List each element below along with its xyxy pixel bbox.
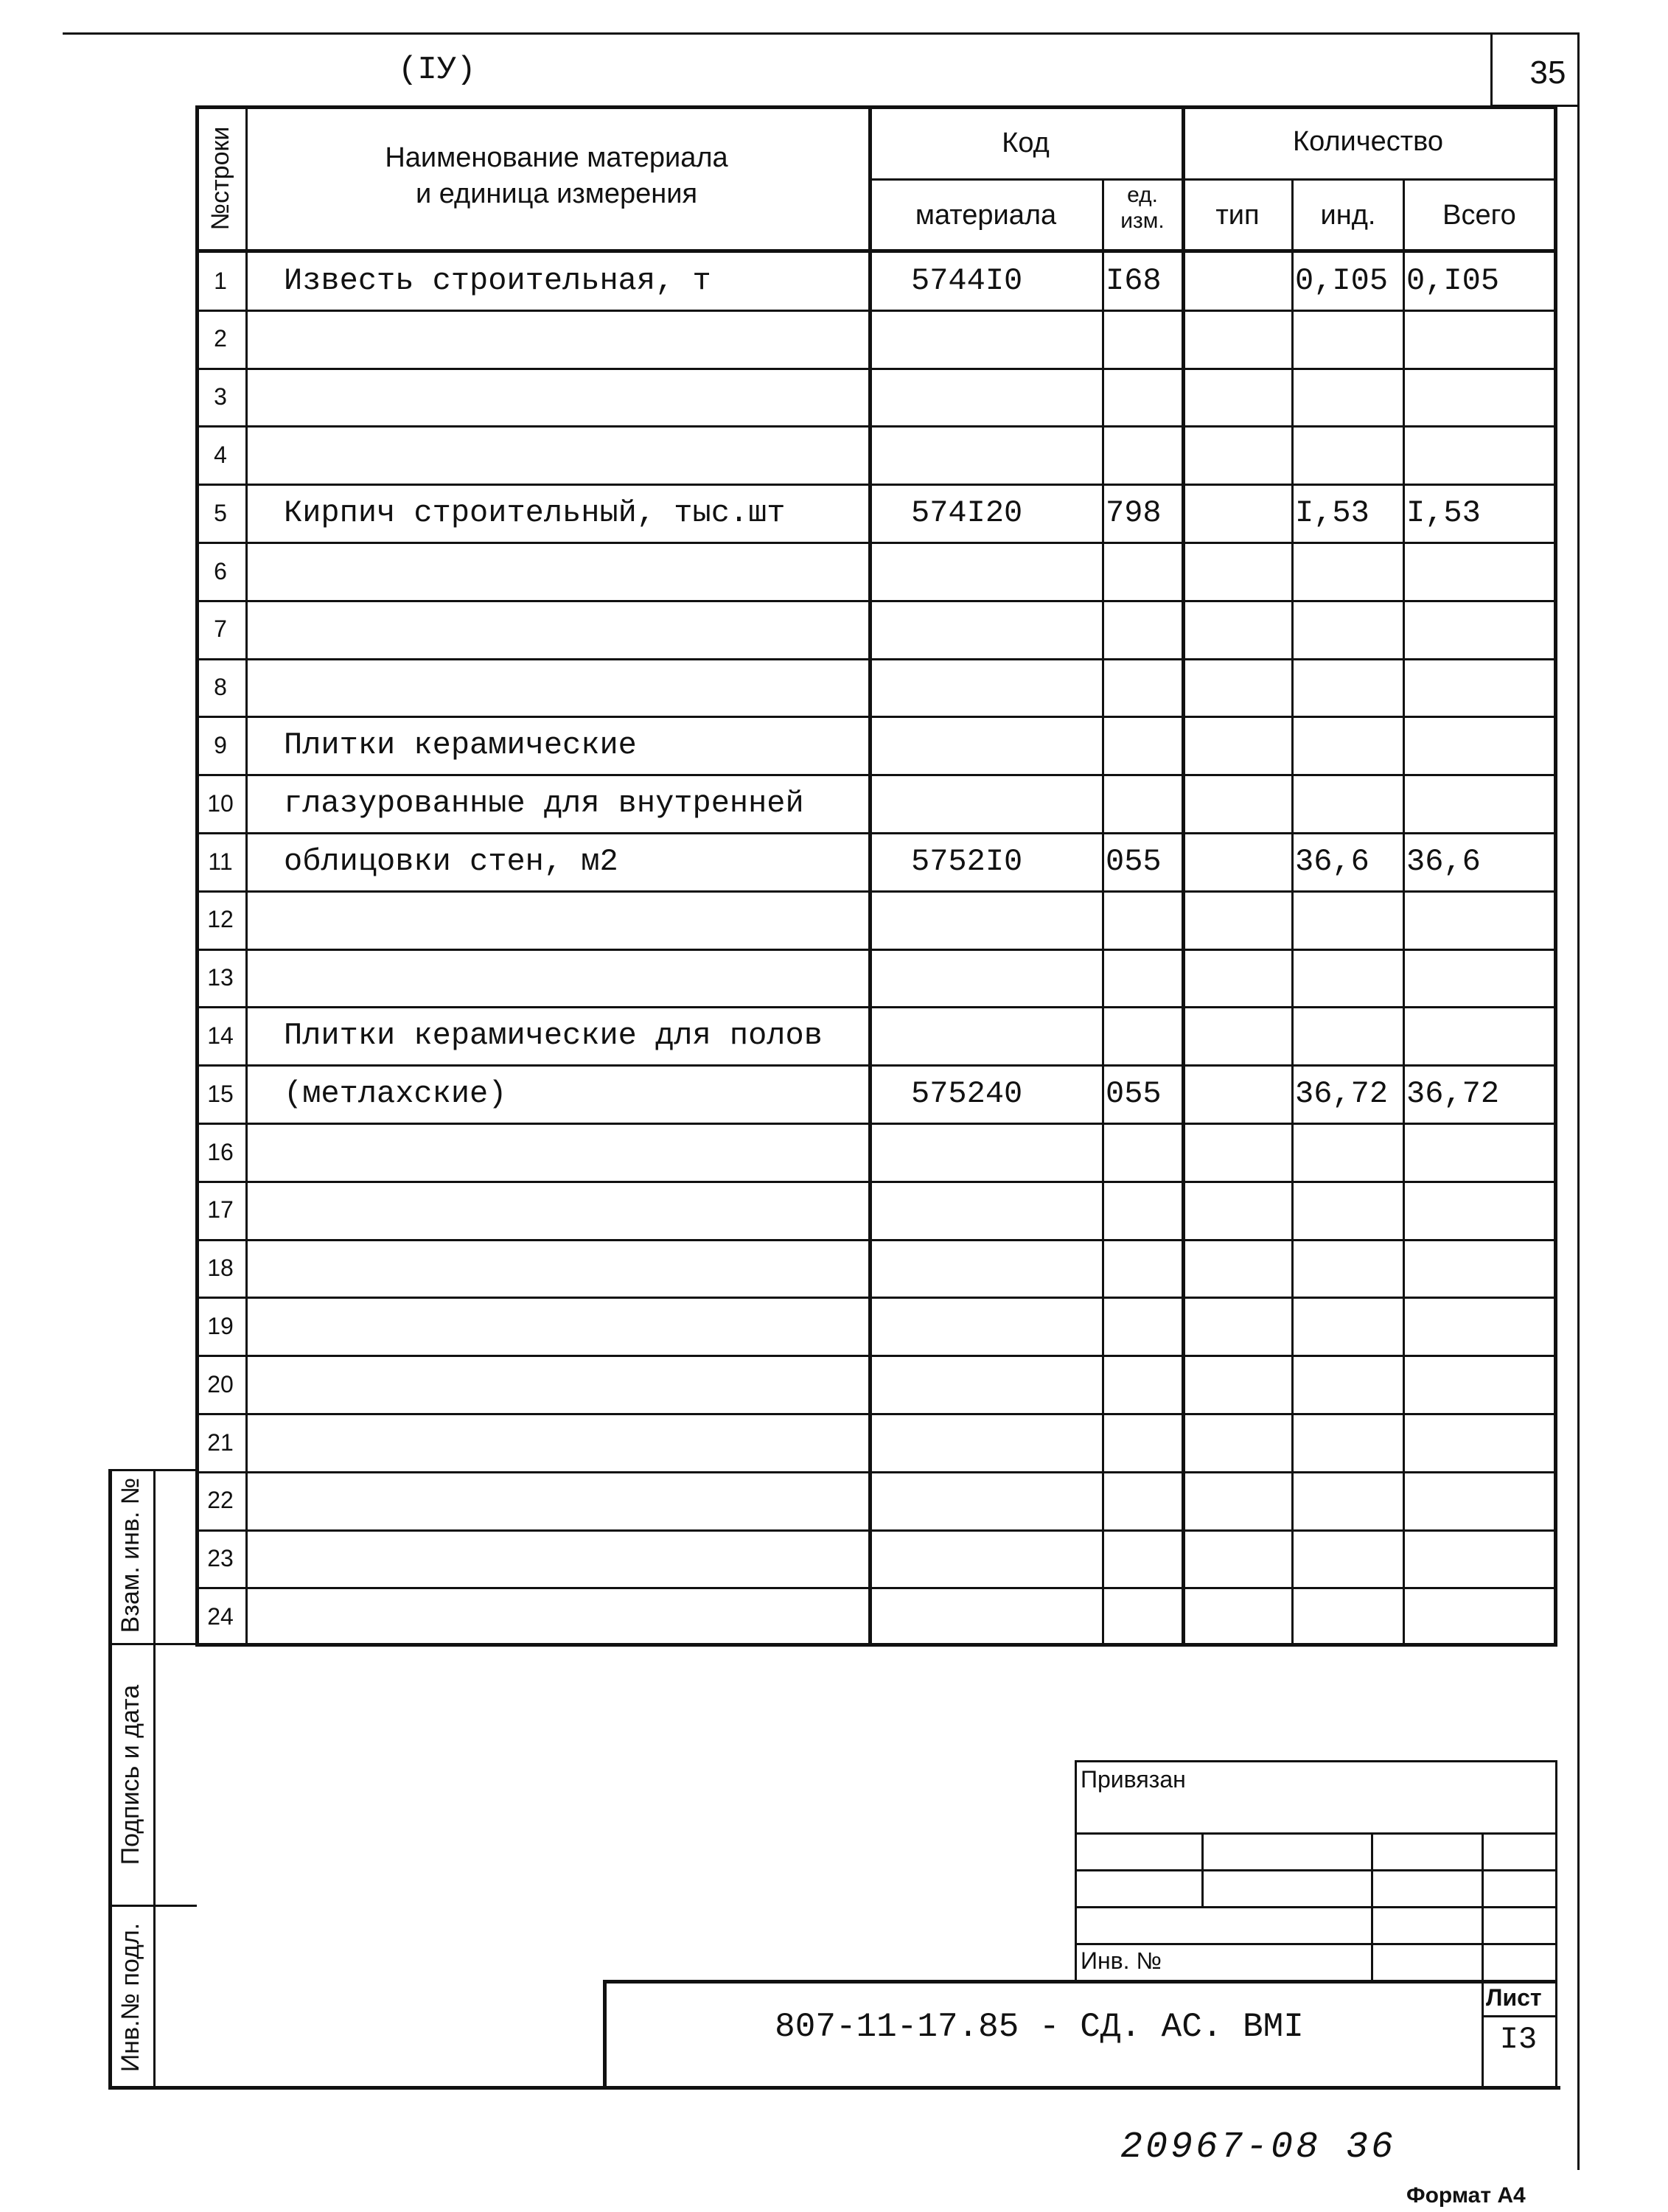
qty-total-cell (1406, 1472, 1554, 1529)
qty-ind-cell (1295, 949, 1403, 1007)
code-subheader-line (868, 178, 1555, 181)
qty-total-cell (1406, 1123, 1554, 1181)
material-name-header: Наименование материала и единица измерения (385, 142, 728, 210)
side-stamp-divider-2 (108, 1905, 197, 1907)
qty-ind-cell (1295, 775, 1403, 832)
material-name-cell (284, 659, 866, 716)
sheet-value: I3 (1499, 2022, 1538, 2057)
unit-code-cell (1106, 1356, 1182, 1413)
material-name-cell (284, 1182, 866, 1239)
unit-code-cell: 055 (1106, 1076, 1162, 1112)
qty-ind-cell: I,53 (1295, 495, 1369, 531)
bound-grid-col-2 (1371, 1832, 1373, 1981)
unit-code-cell (1106, 1472, 1182, 1529)
material-name-cell (284, 601, 866, 658)
qty-type-cell (1185, 891, 1291, 949)
qty-type-cell (1185, 1123, 1291, 1181)
unit-code-cell (1106, 1182, 1182, 1239)
qty-type-cell (1185, 369, 1291, 426)
qty-ind-cell: 0,I05 (1295, 263, 1389, 299)
qty-ind-cell: 36,72 (1295, 1076, 1389, 1112)
qty-ind-cell (1295, 1182, 1403, 1239)
material-code-cell (911, 601, 1102, 658)
unit-code-cell: 055 (1106, 844, 1162, 879)
material-code-cell (911, 1123, 1102, 1181)
qty-type-cell (1185, 1588, 1291, 1645)
unit-code-cell (1106, 659, 1182, 716)
qty-total-cell (1406, 1297, 1554, 1355)
type-col-line (1291, 178, 1294, 1645)
row-number: 5 (214, 499, 227, 526)
right-border-line (1577, 32, 1580, 2170)
code-box-top-line (603, 1980, 1557, 1984)
qty-total-cell (1406, 775, 1554, 832)
material-code-cell: 574I20 (911, 495, 1023, 531)
qty-total-cell: 36,6 (1406, 844, 1481, 879)
row-number: 2 (214, 325, 227, 352)
qty-ind-cell (1295, 1297, 1403, 1355)
unit-code-cell: 798 (1106, 495, 1162, 531)
row-number: 4 (214, 441, 227, 468)
bound-grid-line-1 (1075, 1832, 1557, 1835)
qty-type-cell (1185, 1472, 1291, 1529)
material-name-cell (284, 1297, 866, 1355)
sheet-number-divider (1490, 32, 1493, 106)
qty-total-cell (1406, 891, 1554, 949)
variant-label: (IУ) (398, 52, 476, 88)
row-number: 6 (214, 557, 227, 585)
unit-code-cell (1106, 1588, 1182, 1645)
unit-code-cell (1106, 542, 1182, 600)
row-number: 1 (214, 267, 227, 294)
bound-box-top-line (1075, 1760, 1557, 1762)
qty-type-cell (1185, 252, 1291, 310)
top-border-line (63, 32, 1580, 35)
code-material-header: материала (915, 200, 1057, 231)
sheet-number: 35 (1529, 55, 1566, 91)
bound-grid-line-3 (1075, 1906, 1557, 1908)
qty-total-cell (1406, 1530, 1554, 1588)
row-number: 13 (207, 964, 234, 991)
material-name-cell: Плитки керамические (284, 728, 637, 764)
signature-date-label: Подпись и дата (116, 1684, 144, 1866)
table-top-line (195, 105, 1557, 109)
material-code-cell (911, 1356, 1102, 1413)
row-number: 18 (207, 1255, 234, 1282)
unit-code-cell (1106, 426, 1182, 484)
material-name-cell: Плитки керамические для полов (284, 1018, 823, 1054)
qty-type-cell (1185, 659, 1291, 716)
material-code-cell (911, 310, 1102, 368)
unit-code-cell (1106, 1123, 1182, 1181)
qty-total-cell: I,53 (1406, 495, 1481, 531)
qty-type-cell (1185, 1240, 1291, 1297)
material-code-cell (911, 1007, 1102, 1064)
side-stamp-bottom-line (108, 2086, 1560, 2090)
unit-code-cell (1106, 1530, 1182, 1588)
row-number: 3 (214, 383, 227, 411)
row-number: 19 (207, 1312, 234, 1339)
qty-ind-cell (1295, 659, 1403, 716)
qty-type-cell (1185, 833, 1291, 890)
bound-grid-line-4 (1075, 1943, 1557, 1945)
qty-total-cell (1406, 1240, 1554, 1297)
archive-number: 20967-08 36 (1120, 2126, 1397, 2169)
material-name-cell (284, 1530, 866, 1588)
document-code: 807-11-17.85 - СД. АС. ВМI (775, 2008, 1304, 2046)
code-header: Код (1002, 128, 1050, 158)
qty-ind-cell (1295, 1588, 1403, 1645)
qty-ind-cell (1295, 716, 1403, 774)
row-number: 11 (208, 848, 233, 875)
qty-type-cell (1185, 1182, 1291, 1239)
row-number: 22 (207, 1487, 234, 1514)
material-code-cell (911, 716, 1102, 774)
bound-box-right-line (1555, 1760, 1557, 2086)
material-name-cell (284, 1240, 866, 1297)
row-number: 9 (214, 731, 227, 758)
material-code-cell (911, 775, 1102, 832)
qty-ind-cell (1295, 542, 1403, 600)
unit-code-cell: I68 (1106, 263, 1162, 299)
qty-ind-cell (1295, 1530, 1403, 1588)
unit-code-cell (1106, 775, 1182, 832)
material-name-cell (284, 542, 866, 600)
material-col-line (1102, 178, 1104, 1645)
qty-total-header: Всего (1442, 200, 1516, 231)
unit-code-cell (1106, 1414, 1182, 1471)
qty-ind-cell (1295, 1356, 1403, 1413)
row-number: 8 (214, 674, 227, 701)
qty-ind-cell: 36,6 (1295, 844, 1369, 879)
material-code-cell (911, 1588, 1102, 1645)
material-code-cell (911, 891, 1102, 949)
qty-type-cell (1185, 949, 1291, 1007)
qty-type-cell (1185, 1356, 1291, 1413)
qty-total-cell (1406, 659, 1554, 716)
row-number: 12 (207, 906, 234, 933)
material-name-cell (284, 949, 866, 1007)
qty-ind-cell (1295, 601, 1403, 658)
material-code-cell (911, 369, 1102, 426)
qty-type-cell (1185, 775, 1291, 832)
material-name-cell: глазурованные для внутренней (284, 786, 804, 822)
qty-type-header: тип (1215, 200, 1260, 231)
inventory-label: Инв. № (1081, 1947, 1162, 1974)
qty-type-cell (1185, 426, 1291, 484)
row-number-header: №строки (206, 126, 234, 231)
qty-ind-header: инд. (1320, 200, 1376, 231)
sheet-label: Лист (1486, 1984, 1542, 2011)
qty-ind-cell (1295, 369, 1403, 426)
bound-label: Привязан (1081, 1766, 1186, 1793)
replaced-inventory-label: Взам. инв. № (116, 1477, 144, 1633)
material-name-cell: (метлахские) (284, 1076, 507, 1112)
row-number: 23 (207, 1545, 234, 1572)
qty-type-cell (1185, 310, 1291, 368)
material-name-cell (284, 1356, 866, 1413)
unit-code-cell (1106, 369, 1182, 426)
qty-total-cell (1406, 949, 1554, 1007)
qty-total-cell (1406, 1588, 1554, 1645)
row-number: 16 (207, 1138, 234, 1165)
qty-ind-cell (1295, 310, 1403, 368)
material-code-cell (911, 1182, 1102, 1239)
material-name-cell (284, 1588, 866, 1645)
qty-total-cell (1406, 1007, 1554, 1064)
material-name-cell (284, 426, 866, 484)
qty-ind-cell (1295, 891, 1403, 949)
side-stamp-inner-line (153, 1469, 156, 2088)
row-number: 14 (207, 1022, 234, 1049)
qty-ind-cell (1295, 1472, 1403, 1529)
row-number: 24 (207, 1602, 234, 1630)
qty-total-cell (1406, 1182, 1554, 1239)
qty-type-cell (1185, 484, 1291, 542)
material-code-cell (911, 1240, 1102, 1297)
material-code-cell: 5752I0 (911, 844, 1023, 879)
qty-type-cell (1185, 716, 1291, 774)
qty-total-cell (1406, 369, 1554, 426)
row-number: 15 (207, 1080, 234, 1107)
qty-total-cell (1406, 542, 1554, 600)
row-number: 7 (214, 615, 227, 643)
material-code-cell (911, 1297, 1102, 1355)
qty-type-cell (1185, 1414, 1291, 1471)
qty-type-cell (1185, 1297, 1291, 1355)
side-stamp-outer-line (108, 1469, 112, 2088)
qty-ind-cell (1295, 426, 1403, 484)
material-name-cell: Кирпич строительный, тыс.шт (284, 495, 786, 531)
unit-code-cell (1106, 1240, 1182, 1297)
qty-ind-cell (1295, 1414, 1403, 1471)
material-code-cell: 5744I0 (911, 263, 1023, 299)
quantity-header: Количество (1292, 126, 1444, 157)
material-name-cell (284, 1123, 866, 1181)
material-code-cell (911, 1414, 1102, 1471)
unit-code-cell (1106, 310, 1182, 368)
qty-total-cell: 0,I05 (1406, 263, 1500, 299)
row-number: 17 (207, 1196, 234, 1224)
bound-grid-col-1 (1201, 1832, 1204, 1906)
qty-type-cell (1185, 1065, 1291, 1123)
material-name-cell: Известь строительная, т (284, 263, 711, 299)
row-number: 10 (207, 789, 234, 817)
row-number: 20 (207, 1370, 234, 1398)
unit-code-cell (1106, 716, 1182, 774)
material-code-cell: 575240 (911, 1076, 1023, 1112)
qty-type-cell (1185, 1007, 1291, 1064)
unit-code-cell (1106, 949, 1182, 1007)
qty-ind-cell (1295, 1123, 1403, 1181)
material-code-cell (911, 1472, 1102, 1529)
qty-type-cell (1185, 1530, 1291, 1588)
qty-total-cell (1406, 426, 1554, 484)
material-name-cell (284, 369, 866, 426)
material-name-cell: облицовки стен, м2 (284, 844, 618, 879)
qty-total-cell (1406, 1356, 1554, 1413)
material-name-cell (284, 310, 866, 368)
qty-ind-cell (1295, 1007, 1403, 1064)
qty-total-cell (1406, 601, 1554, 658)
qty-total-cell: 36,72 (1406, 1076, 1500, 1112)
unit-code-cell (1106, 1007, 1182, 1064)
code-unit-header: ед. изм. (1120, 183, 1165, 233)
qty-type-cell (1185, 542, 1291, 600)
material-code-cell (911, 949, 1102, 1007)
unit-code-cell (1106, 1297, 1182, 1355)
unit-code-cell (1106, 891, 1182, 949)
unit-code-cell (1106, 601, 1182, 658)
qty-type-cell (1185, 601, 1291, 658)
qty-ind-cell (1295, 1240, 1403, 1297)
format-label: Формат А4 (1406, 2183, 1526, 2208)
qty-total-cell (1406, 310, 1554, 368)
bound-grid-line-2 (1075, 1869, 1557, 1871)
row-number: 21 (207, 1428, 234, 1456)
material-code-cell (911, 659, 1102, 716)
material-code-cell (911, 1530, 1102, 1588)
material-name-cell (284, 1472, 866, 1529)
ind-col-line (1403, 178, 1405, 1645)
material-name-cell (284, 1414, 866, 1471)
qty-total-cell (1406, 1414, 1554, 1471)
qty-total-cell (1406, 716, 1554, 774)
original-inventory-label: Инв.№ подл. (116, 1922, 144, 2073)
material-code-cell (911, 542, 1102, 600)
material-code-cell (911, 426, 1102, 484)
material-name-cell (284, 891, 866, 949)
